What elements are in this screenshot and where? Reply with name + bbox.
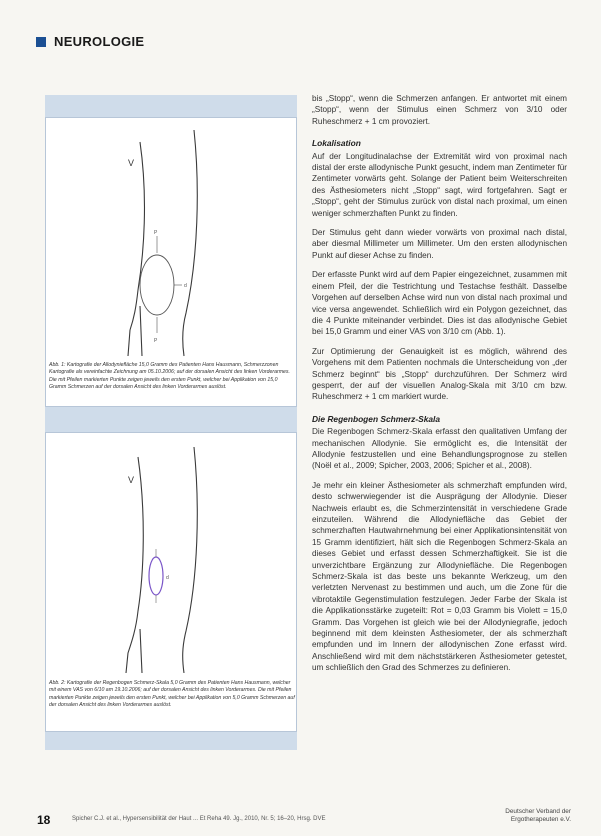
paragraph-stimulus: Der Stimulus geht dann wieder vorwärts von proximal nach distal, aber diesmal Millimeter um Millimeter. Um den ersten allodynischen Punkt auf dieser Achse zu finden. [312, 228, 567, 260]
article-body [312, 93, 567, 682]
label-p-bottom: P [154, 338, 158, 344]
section-header [36, 34, 144, 49]
label-v: V [128, 158, 135, 168]
forearm-drawing-2 [46, 433, 296, 673]
publisher-line-1: Deutscher Verband der [505, 808, 571, 815]
figure-1 [45, 117, 297, 407]
label-p-top: P [154, 230, 158, 236]
rainbow-scale-area [149, 557, 163, 595]
figure-2 [45, 432, 297, 732]
paragraph-lokalisation: Auf der Longitudinalachse der Extremität wird von proximal nach distal der erste allodynische Punkt gesucht, indem man Zentimeter für Zentimeter vorwärts geht. Solange der Patient beim Weiterschreiten des Ästhesiometers nicht „Stopp“ sagt, wird fortgefahren. Sagt er „Stopp“, geht der Stimulus zurück von distal nach proximal, um einen weniger schmerzhaften Punkt zu finden. [312, 151, 567, 218]
publisher-line-2: Ergotherapeuten e.V. [510, 816, 571, 823]
paragraph-aesthesiometer: Je mehr ein kleiner Ästhesiometer als schmerzhaft empfunden wird, desto schwerwiegender ist die Ausprägung der Allodynie. Dieser Nachweis erlaubt es, die Schmerzintensität in verschiedene Grade einzuteilen. Während die Allodyniefläche das Gebiet der schmerzhaften Hautwahrnehmung bei einer Applikationsintensität von 15 Gramm identifiziert, hält sich die Regenbogen Schmerz-Skala an dieses Gebiet und erfasst dessen Schmerzhaftigkeit. Sie ist die unverzichtbare Ergänzung zur Allodyniefläche. Die Regenbogen Schmerz-Skala ist das beste uns bekannte Werkzeug, um den verletzten Nervenast zu bestimmen und auch, um die Zone für die vibrotaktile Gegenstimulation festzulegen. Jeder Farbe der Skala ist die Applikationsstärke zugeteilt: Rot = 0,03 Gramm bis Violett = 15,0 Gramm. Das Vorgehen ist gleich wie bei der Allodyniegrafie, jedoch beginnend mit dem kleinsten Ästhesiometer, der als schmerzhaft empfunden und im Innern der allodynischen Zone erfasst wird. Anschließend wird mit dem nächststärkeren Ästhesiometer getestet, um schließlich den Grad des Schmerzes zu definieren. [312, 480, 567, 673]
section-title: NEUROLOGIE [54, 34, 145, 49]
paragraph-punkt: Der erfasste Punkt wird auf dem Papier eingezeichnet, zusammen mit einem Pfeil, der die Testrichtung und Testachse festhält. Dasselbe Vorgehen auf derselben Achse wird nun von distal nach proximal und vice versa angewendet. Schließlich wird ein Polygon gezeichnet, das die 4 Punkte miteinander verbindet. Dies ist das allodynische Gebiet bei 15,0 Gramm und einer VAS von 3/10 cm (Abb. 1). [312, 270, 567, 337]
paragraph-regenbogen: Die Regenbogen Schmerz-Skala erfasst den qualitativen Umfang der mechanischen Allodynie. Sie ermöglicht es, die Intensität der Allodynie festzustellen und eine Behandlungsprognose zu stellen (Noël et al., 2009; Spicher, 2003, 2006; Spicher et al., 2008). [312, 427, 567, 471]
heading-regenbogen: Die Regenbogen Schmerz-Skala [312, 413, 440, 424]
page-number: 18 [37, 813, 51, 827]
label-d: d [184, 283, 187, 289]
allodynia-polygon [140, 255, 174, 315]
paragraph-optimierung: Zur Optimierung der Genauigkeit ist es möglich, während des Vorgehens mit dem Patienten nochmals die Unterscheidung von „der Schmerz beginnt“ bis „Stopp“ durchzuführen. Der Schmerz wird gesperrt, der auf der visuellen Analog-Skala mit 3/10 cm bzw. Ruheschmerz + 1 cm markiert wurde. [312, 346, 567, 402]
footer-citation: Spicher C.J. et al., Hypersensibilität der Haut ... Et Reha 49. Jg., 2010, Nr. 5; 16–20, Hrsg. DVE [72, 816, 326, 822]
figure-box [45, 95, 297, 750]
section-square-icon [36, 37, 46, 47]
figure-2-caption: Abb. 2: Kartografie der Regenbogen Schmerz-Skala 5,0 Gramm des Patienten Hans Hausmann, welcher mit einem VAS von 6/10 am 19.10.2006; auf der dorsalen Ansicht des linken Vorderarmes. Die mit Pfeilen markierten Punkte zeigen jeweils den ersten Punkt, welcher bei Applikation von 5,0 Gramm Schmerzen auf der dorsalen Ansicht des linken Vorderarmes auslöst. [49, 680, 295, 709]
heading-lokalisation: Lokalisation [312, 138, 361, 149]
paragraph-intro: bis „Stopp“, wenn die Schmerzen anfangen. Er antwortet mit einem „Stopp“, wenn der Stimulus einen Schmerz von 3/10 oder Ruheschmerz + 1 cm provoziert. [312, 94, 567, 126]
footer-publisher [505, 808, 571, 824]
page-footer [0, 806, 601, 836]
figure-1-caption: Abb. 1: Kartografie der Allodyniefläche 15,0 Gramm des Patienten Hans Hausmann, Schmerzzonen Kartografie als vereinfachte Zeichnung am 05.10.2006; auf der dorsalen Ansicht des linken Vorderarmes. Die mit Pfeilen markierten Punkte zeigen jeweils den ersten Punkt, welcher bei Applikation von 15,0 Gramm Schmerzen auf der dorsalen Ansicht des linken Vorderarmes auslöst. [49, 362, 290, 391]
label-d: d [166, 575, 169, 581]
forearm-drawing-1 [46, 118, 296, 358]
label-v: V [128, 475, 135, 485]
